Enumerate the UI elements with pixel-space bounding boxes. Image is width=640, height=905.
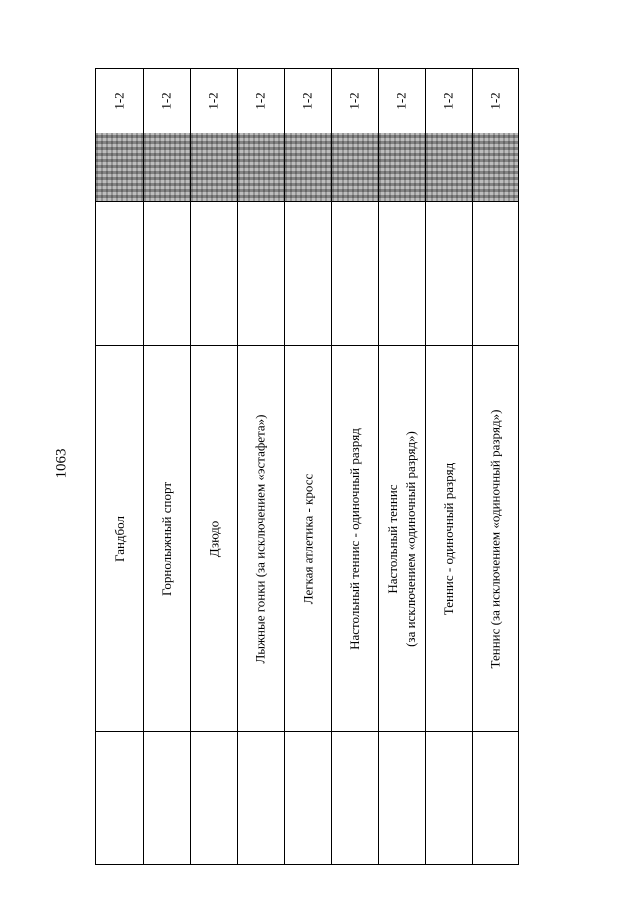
sport-cell — [238, 345, 284, 732]
grade-cell: 1-2 — [159, 92, 174, 110]
table-row — [190, 69, 237, 864]
sports-table — [95, 68, 519, 865]
grade-cell: 1-2 — [253, 92, 268, 110]
table-row — [143, 69, 190, 864]
redacted-cell — [379, 133, 425, 201]
sport-name: Теннис (за исключением «одиночный разряд») — [487, 409, 503, 668]
sport-cell — [144, 345, 190, 732]
page-number — [50, 448, 74, 478]
sport-name: Теннис - одиночный разряд — [441, 462, 457, 615]
grade-cell: 1-2 — [441, 92, 456, 110]
sport-name: Горнолыжный спорт — [159, 481, 174, 596]
empty-cell — [191, 201, 237, 345]
sport-name: Дзюдо — [206, 520, 221, 557]
table-row — [284, 69, 331, 864]
sport-cell — [96, 345, 143, 732]
empty-cell — [144, 201, 190, 345]
grade-cell: 1-2 — [394, 92, 409, 110]
table-row — [378, 69, 425, 864]
grade-cell: 1-2 — [206, 92, 221, 110]
empty-cell — [426, 201, 472, 345]
table-row — [425, 69, 472, 864]
empty-cell — [285, 201, 331, 345]
sport-name-line-2: (за исключением «одиночный разряд») — [403, 430, 419, 647]
redacted-cell — [473, 133, 518, 201]
redacted-cell — [426, 133, 472, 201]
table-row — [472, 69, 518, 864]
redacted-cell — [191, 133, 237, 201]
empty-cell — [96, 201, 143, 345]
table-row — [237, 69, 284, 864]
grade-cell: 1-2 — [487, 92, 503, 110]
sport-name: Лыжные гонки (за исключением «эстафета») — [253, 413, 268, 664]
grade-cell: 1-2 — [347, 92, 362, 110]
empty-cell — [473, 201, 518, 345]
sport-name: Настольный теннис - одиночный разряд — [347, 427, 363, 650]
redacted-cell — [96, 133, 143, 201]
sport-cell — [285, 345, 331, 732]
grade-cell: 1-2 — [111, 92, 127, 110]
redacted-cell — [238, 133, 284, 201]
table-row — [96, 69, 143, 864]
empty-cell — [332, 201, 378, 345]
page-number-text: 1063 — [53, 448, 70, 478]
sport-cell — [332, 345, 378, 732]
redacted-cell — [332, 133, 378, 201]
sport-name: Настольный теннис — [385, 483, 401, 594]
sport-name: Гандбол — [111, 515, 127, 562]
sport-cell — [426, 345, 472, 732]
grade-cell: 1-2 — [300, 92, 315, 110]
redacted-cell — [144, 133, 190, 201]
sport-cell — [379, 345, 425, 732]
redacted-cell — [285, 133, 331, 201]
sport-cell — [191, 345, 237, 732]
empty-cell — [379, 201, 425, 345]
sport-name: Легкая атлетика - кросс — [300, 473, 316, 604]
empty-cell — [238, 201, 284, 345]
table-row — [331, 69, 378, 864]
sport-cell — [473, 345, 518, 732]
